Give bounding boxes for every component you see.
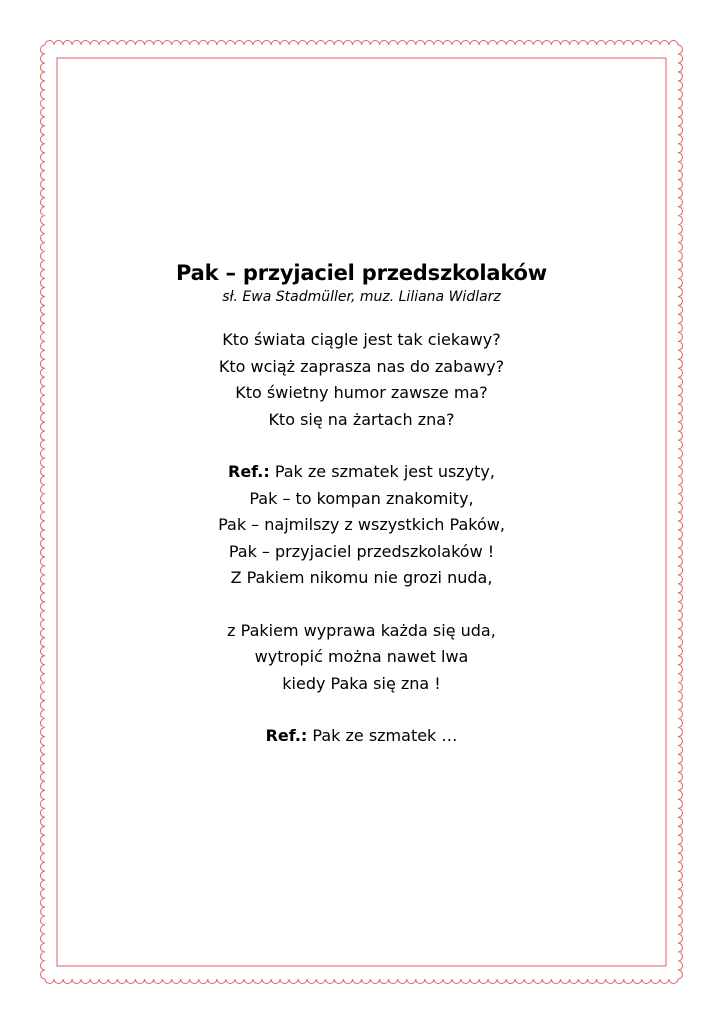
- verse-line: z Pakiem wyprawa każda się uda,: [227, 620, 496, 640]
- refrain-first-line: [60, 459, 663, 486]
- song-credits: sł. Ewa Stadmüller, muz. Liliana Widlarz: [222, 289, 501, 305]
- verse-line: Kto świata ciągle jest tak ciekawy?: [222, 330, 501, 349]
- verse-line: Kto świetny humor zawsze ma?: [235, 383, 488, 402]
- refrain-line: Pak – to kompan znakomity,: [249, 488, 474, 508]
- refrain-line: Pak – najmilszy z wszystkich Paków,: [218, 515, 505, 534]
- song-title: Pak – przyjaciel przedszkolaków: [176, 261, 547, 285]
- refrain: [60, 459, 663, 592]
- refrain-repeat-text: Pak ze szmatek …: [307, 726, 458, 745]
- verse-line: wytropić można nawet lwa: [254, 647, 469, 666]
- refrain-line: Z Pakiem nikomu nie grozi nuda,: [230, 568, 493, 587]
- refrain-marker: Ref.:: [265, 726, 308, 745]
- refrain-repeat-line: [60, 723, 663, 750]
- verse-1: [60, 327, 663, 433]
- refrain-line-text: Pak ze szmatek jest uszyty,: [269, 462, 495, 481]
- refrain-marker: Ref.:: [228, 462, 270, 481]
- refrain-repeat: [60, 723, 663, 750]
- verse-line: Kto wciąż zaprasza nas do zabawy?: [218, 356, 505, 376]
- verse-2: [60, 618, 663, 698]
- lyrics-sheet: [60, 258, 663, 750]
- verse-line: kiedy Paka się zna !: [282, 673, 441, 693]
- refrain-line: Pak – przyjaciel przedszkolaków !: [228, 541, 495, 561]
- verse-line: Kto się na żartach zna?: [268, 409, 455, 429]
